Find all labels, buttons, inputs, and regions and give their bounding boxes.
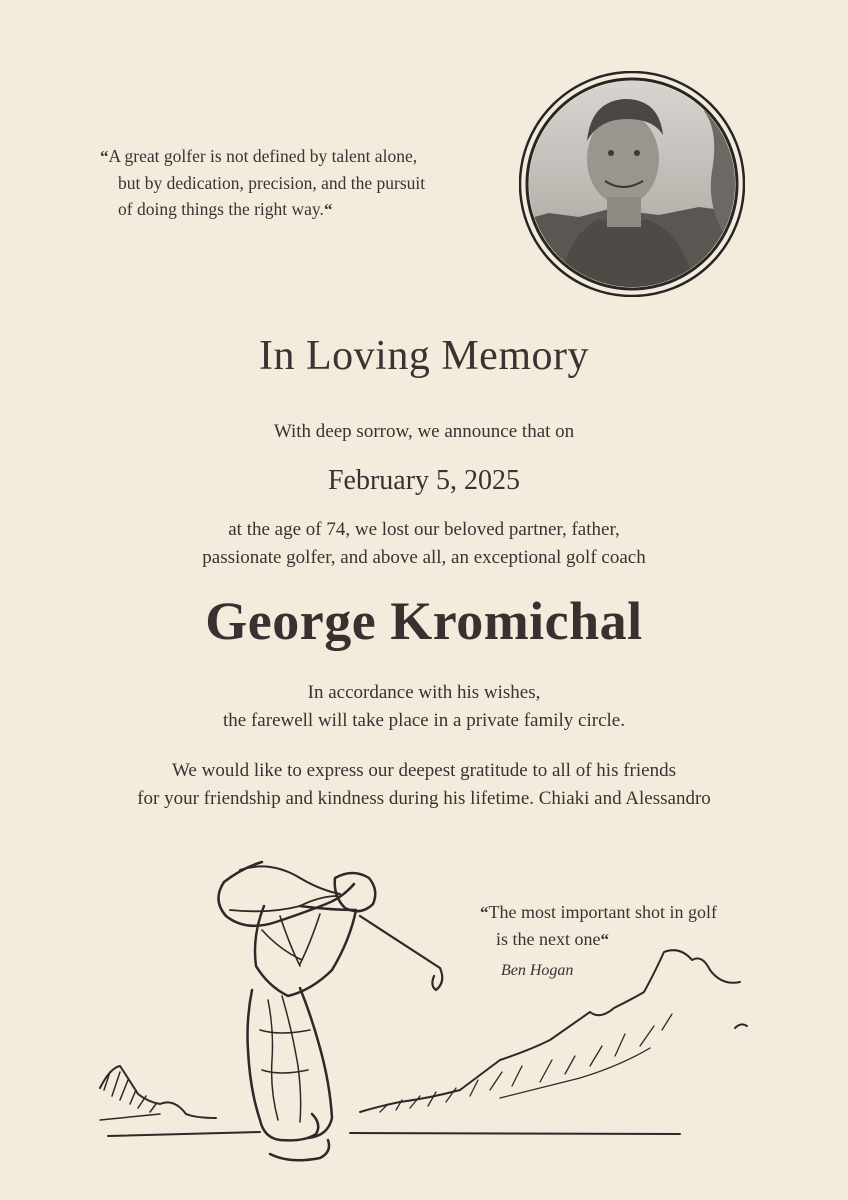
announcement-intro: With deep sorrow, we announce that on (273, 421, 575, 442)
age-line-1: at the age of 74, we lost our beloved partner, father, (228, 519, 620, 540)
quote-line-3: of doing things the right way. (118, 199, 324, 219)
page-title: In Loving Memory (259, 333, 589, 379)
quote2-line-1: The most important shot in golf (488, 902, 717, 922)
close-quote-mark: “ (323, 200, 333, 219)
quote-line-2: but by dedication, precision, and the pursuit (118, 173, 426, 193)
age-description (0, 516, 848, 572)
closing-quote (480, 899, 780, 953)
quote-author: Ben Hogan (501, 962, 574, 979)
open-quote-mark: “ (480, 903, 489, 922)
thanks-line-2: for your friendship and kindness during his lifetime. Chiaki and Alessandro (137, 788, 711, 809)
deceased-name: George Kromichal (205, 591, 643, 651)
funeral-wishes (0, 679, 848, 735)
quote-line-1: A great golfer is not defined by talent alone, (108, 146, 418, 166)
age-line-2: passionate golfer, and above all, an exceptional golf coach (202, 547, 646, 568)
wishes-line-1: In accordance with his wishes, (307, 682, 541, 703)
close-quote-mark: “ (600, 930, 609, 949)
quote2-line-2: is the next one (496, 929, 601, 949)
opening-quote (100, 143, 490, 223)
portrait-photo (519, 71, 745, 297)
thanks-line-1: We would like to express our deepest gratitude to all of his friends (172, 760, 676, 781)
gratitude-message (0, 757, 848, 813)
date-of-passing: February 5, 2025 (327, 465, 521, 496)
wishes-line-2: the farewell will take place in a private family circle. (223, 710, 625, 731)
open-quote-mark: “ (100, 147, 109, 166)
